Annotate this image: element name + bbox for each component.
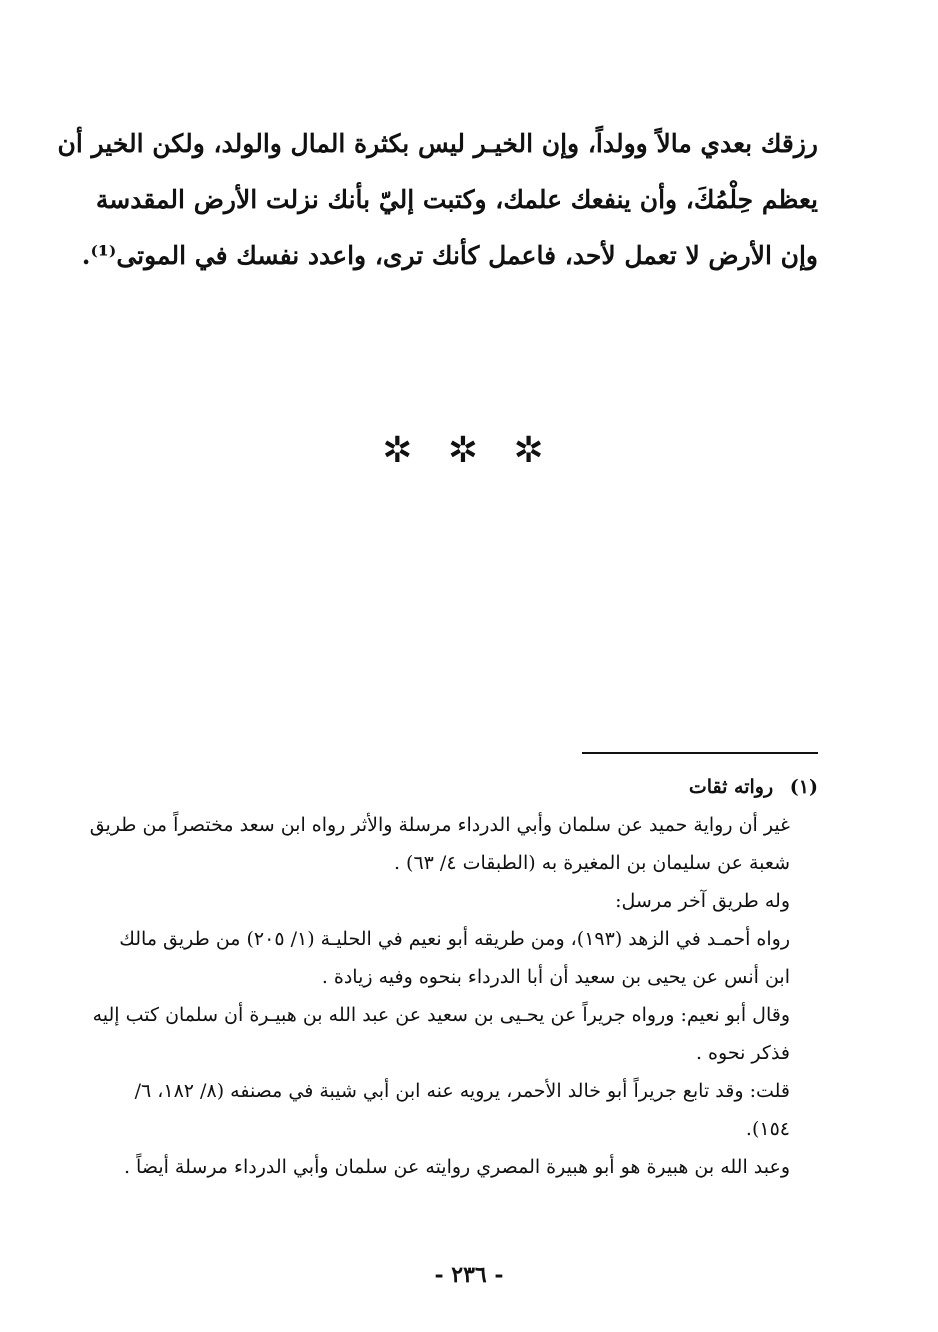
main-text-line: رزقك بعدي مالاً وولداً، وإن الخيـر ليس بكثرة المال والولد، ولكن الخير أن	[57, 129, 818, 158]
footnote-number: (١)	[789, 776, 818, 798]
footnote-line: ابن أنس عن يحيى بن سعيد أن أبا الدرداء بنحوه وفيه زيادة .	[321, 966, 790, 988]
footnote-line: قلت: وقد تابع جريراً أبو خالد الأحمر، يرويه عنه ابن أبي شيبة في مصنفه (٨/ ١٨٢، ٦/	[134, 1080, 790, 1102]
footnote-line: ١٥٤).	[745, 1118, 790, 1140]
footnote-heading-text: رواته ثقات	[688, 776, 774, 798]
main-text-line: يعظم حِلْمُكَ، وأن ينفعك علمك، وكتبت إليّ بأنك نزلت الأرض المقدسة	[95, 185, 818, 214]
footnotes-block	[89, 768, 818, 1186]
main-text-line: وإن الأرض لا تعمل لأحد، فاعمل كأنك ترى، واعدد نفسك في الموتى⁽¹⁾.	[81, 241, 818, 270]
footnote-heading	[100, 768, 818, 806]
main-text-block	[57, 116, 818, 284]
footnote-line: وله طريق آخر مرسل:	[615, 890, 790, 912]
footnote-line: وعبد الله بن هبيرة هو أبو هبيرة المصري روايته عن سلمان وأبي الدرداء مرسلة أيضاً .	[123, 1156, 790, 1178]
footnote-line: فذكر نحوه .	[695, 1042, 790, 1064]
footnote-line: رواه أحمـد في الزهد (١٩٣)، ومن طريقه أبو نعيم في الحليـة (١/ ٢٠٥) من طريق مالك	[119, 928, 790, 950]
footnote-line: غير أن رواية حميد عن سلمان وأبي الدرداء مرسلة والأثر رواه ابن سعد مختصراً من طريق	[89, 814, 790, 836]
footnote-separator-line	[582, 752, 818, 754]
section-divider-ornament: ✲ ✲ ✲	[382, 430, 556, 471]
page-number: - ٢٣٦ -	[434, 1262, 504, 1288]
footnote-line: شعبة عن سليمان بن المغيرة به (الطبقات ٤/ ٦٣) .	[393, 852, 790, 874]
footnote-line: وقال أبو نعيم: ورواه جريراً عن يحـيى بن سعيد عن عبد الله بن هبيـرة أن سلمان كتب إليه	[92, 1004, 790, 1026]
